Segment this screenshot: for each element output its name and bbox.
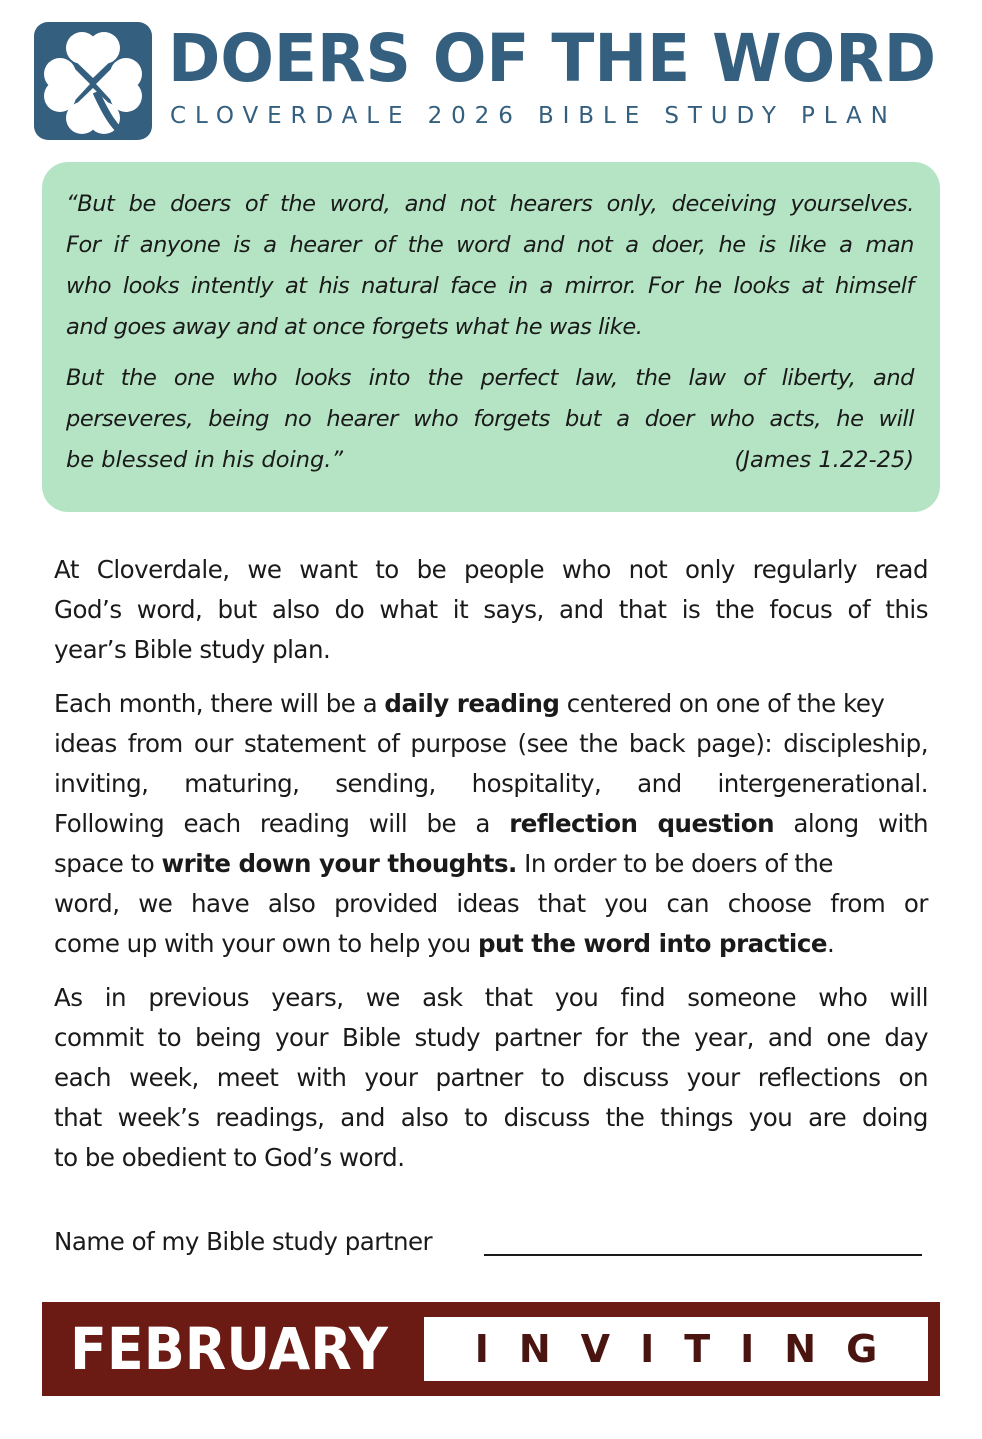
text-run: .: [826, 929, 835, 958]
text-line: commit to being your Bible study partner for the year, and one day: [54, 1023, 928, 1052]
month-banner: [42, 1302, 940, 1396]
clover-icon: [34, 22, 152, 140]
text-line: inviting, maturing, sending, hospitality, and intergenerational.: [54, 769, 928, 798]
theme-box: [424, 1317, 928, 1381]
text-run: Each month, there will be a: [54, 689, 385, 718]
quote-line: For if anyone is a hearer of the word and not a doer, he is like a man: [66, 232, 914, 258]
quote-paragraph-2: [66, 358, 914, 481]
quote-paragraph-1: [66, 184, 914, 348]
text-line: [54, 684, 928, 724]
text-line: [54, 924, 928, 964]
text-run: centered on one of the key: [559, 689, 885, 718]
emphasis-daily-reading: daily reading: [384, 689, 560, 718]
emphasis-write-thoughts: write down your thoughts.: [161, 849, 517, 878]
text-line: that week’s readings, and also to discuss the things you are doing: [54, 1103, 928, 1132]
text-line: [54, 804, 928, 844]
intro-paragraph-2: [54, 684, 928, 964]
intro-paragraph-3: [54, 978, 928, 1178]
emphasis-put-into-practice: put the word into practice: [477, 929, 827, 958]
intro-paragraph-1: [54, 550, 928, 670]
theme-label: INVITING: [474, 1327, 908, 1371]
scripture-reference: (James 1.22-25): [734, 447, 914, 473]
quote-final-line: [66, 440, 914, 481]
scripture-quote-box: [42, 162, 940, 512]
quote-line: be blessed in his doing.”: [66, 447, 344, 473]
quote-line: perseveres, being no hearer who forgets but a doer who acts, he will: [66, 406, 914, 432]
page-subtitle: CLOVERDALE 2026 BIBLE STUDY PLAN: [170, 103, 897, 129]
text-line: ideas from our statement of purpose (see the back page): discipleship,: [54, 729, 928, 758]
quote-line: “But be doers of the word, and not hearers only, deceiving yourselves.: [66, 191, 914, 217]
partner-name-label: Name of my Bible study partner: [54, 1227, 433, 1256]
emphasis-reflection-question: reflection question: [509, 809, 775, 838]
text-run: Following each reading will be a: [54, 809, 510, 838]
text-line: word, we have also provided ideas that you can choose from or: [54, 889, 928, 918]
text-line: to be obedient to God’s word.: [54, 1143, 405, 1172]
text-run: come up with your own to help you: [54, 929, 478, 958]
page-title: DOERS OF THE WORD: [168, 20, 937, 97]
text-run: space to: [54, 849, 162, 878]
page-header: [34, 22, 948, 142]
text-line: As in previous years, we ask that you find someone who will: [54, 983, 928, 1012]
text-line: [54, 844, 928, 884]
text-line: God’s word, but also do what it says, and that is the focus of this: [54, 595, 928, 624]
intro-body: [54, 550, 928, 1192]
text-line: At Cloverdale, we want to be people who not only regularly read: [54, 555, 928, 584]
text-run: along with: [774, 809, 928, 838]
quote-line: and goes away and at once forgets what he was like.: [66, 314, 643, 340]
text-line: year’s Bible study plan.: [54, 635, 331, 664]
quote-line: who looks intently at his natural face in a mirror. For he looks at himself: [66, 273, 914, 299]
partner-name-field[interactable]: [484, 1254, 922, 1256]
text-line: each week, meet with your partner to discuss your reflections on: [54, 1063, 928, 1092]
text-run: In order to be doers of the: [516, 849, 833, 878]
quote-line: But the one who looks into the perfect law, the law of liberty, and: [66, 365, 914, 391]
month-label: FEBRUARY: [70, 1315, 388, 1383]
partner-name-row: [54, 1222, 928, 1262]
